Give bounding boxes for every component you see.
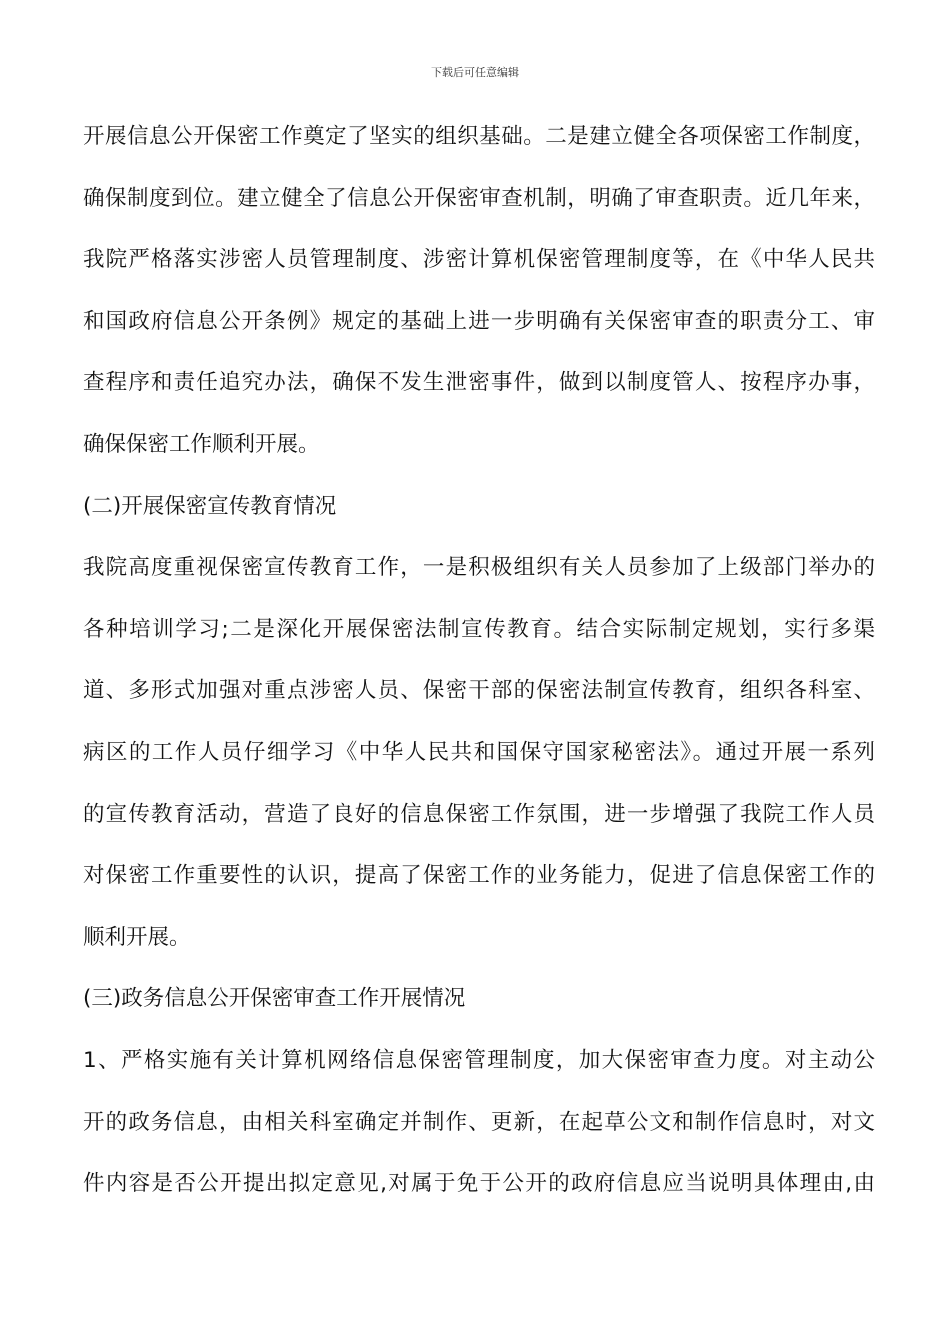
page-header: 下载后可任意编辑 — [431, 66, 519, 79]
text-line: (三)政务信息公开保密审查工作开展情况 — [83, 986, 466, 1012]
text-line: 查程序和责任追究办法，确保不发生泄密事件，做到以制度管人、按程序办事， — [83, 370, 875, 396]
text-line: 我院严格落实涉密人员管理制度、涉密计算机保密管理制度等，在《中华人民共 — [83, 247, 875, 273]
text-line: 确保保密工作顺利开展。 — [83, 431, 320, 457]
text-line: (二)开展保密宣传教育情况 — [83, 493, 337, 519]
text-line: 病区的工作人员仔细学习《中华人民共和国保守国家秘密法》。通过开展一系列 — [83, 739, 875, 765]
text-line: 开展信息公开保密工作奠定了坚实的组织基础。二是建立健全各项保密工作制度， — [83, 124, 875, 149]
text-line: 我院高度重视保密宣传教育工作，一是积极组织有关人员参加了上级部门举办的 — [83, 555, 875, 581]
text-line: 确保制度到位。建立健全了信息公开保密审查机制，明确了审查职责。近几年来， — [83, 185, 875, 211]
text-line: 的宣传教育活动，营造了良好的信息保密工作氛围，进一步增强了我院工作人员 — [83, 801, 875, 827]
text-line: 各种培训学习;二是深化开展保密法制宣传教育。结合实际制定规划，实行多渠 — [83, 616, 875, 642]
text-line: 1、严格实施有关计算机网络信息保密管理制度，加大保密审查力度。对主动公 — [83, 1047, 875, 1073]
text-line: 开的政务信息，由相关科室确定并制作、更新，在起草公文和制作信息时，对文 — [83, 1109, 875, 1135]
text-line: 和国政府信息公开条例》规定的基础上进一步明确有关保密审查的职责分工、审 — [83, 308, 875, 334]
document-body — [83, 114, 875, 1223]
text-line: 道、多形式加强对重点涉密人员、保密干部的保密法制宣传教育，组织各科室、 — [83, 678, 875, 704]
text-line: 对保密工作重要性的认识，提高了保密工作的业务能力，促进了信息保密工作的 — [83, 863, 875, 889]
text-line: 件内容是否公开提出拟定意见,对属于免于公开的政府信息应当说明具体理由,由 — [83, 1171, 875, 1197]
text-line: 顺利开展。 — [83, 924, 191, 950]
